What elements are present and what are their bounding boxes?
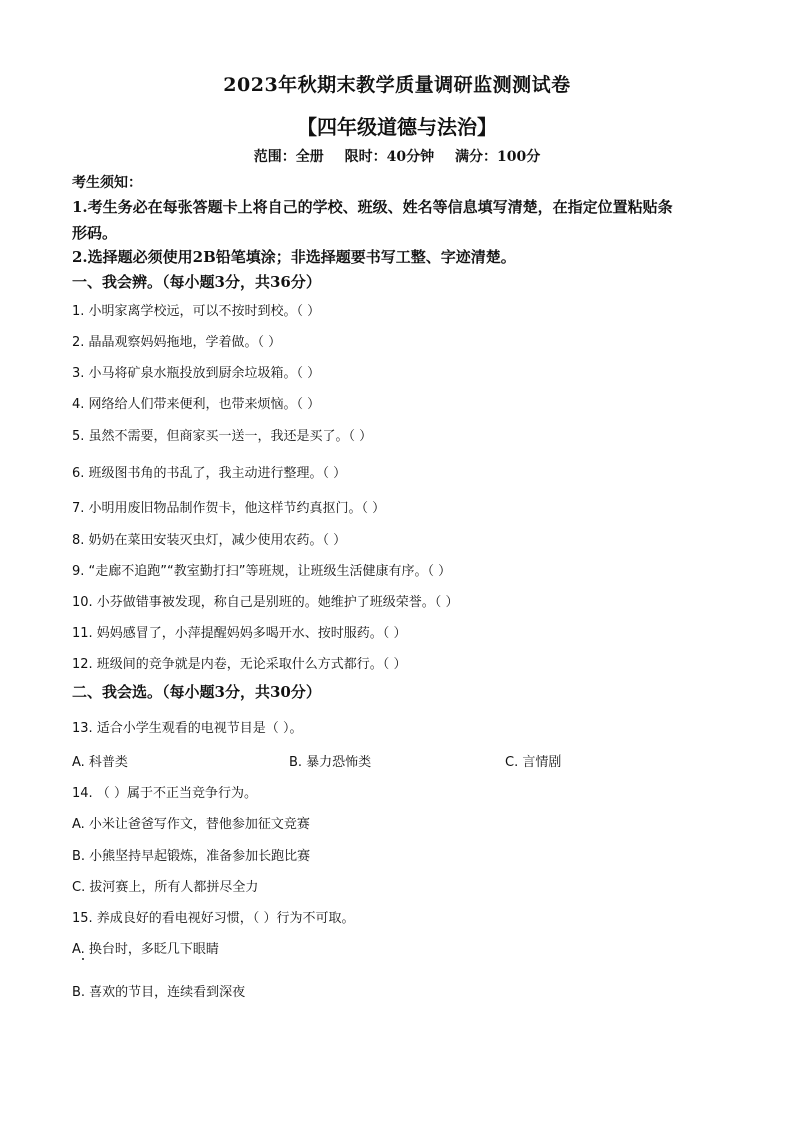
exam-title: 2023年秋期末教学质量调研监测测试卷 — [223, 74, 571, 96]
question-13-option-a: A. 科普类 — [72, 755, 128, 770]
question-13-option-c: C. 言情剧 — [505, 755, 562, 770]
question-14-option-a: A. 小米让爸爸写作文，替他参加征文竞赛 — [72, 817, 310, 832]
notice-heading: 考生须知： — [72, 175, 142, 191]
question-13-option-b: B. 暴力恐怖类 — [289, 755, 372, 770]
scope-range: 范围：全册 — [253, 149, 324, 165]
scope-full-score: 满分：100分 — [455, 149, 541, 165]
question-10: 10. 小芬做错事被发现，称自己是别班的。她维护了班级荣誉。（ ） — [72, 595, 459, 610]
question-4: 4. 网络给人们带来便利，也带来烦恼。（ ） — [72, 397, 321, 412]
question-13-stem: 13. 适合小学生观看的电视节目是（ ）。 — [72, 721, 303, 736]
question-15-option-a: A. 换台时，多眨几下眼睛 — [72, 942, 219, 957]
section-1-heading: 一、我会辨。（每小题3分，共36分） — [72, 273, 321, 291]
section-2-heading: 二、我会选。（每小题3分，共30分） — [72, 683, 321, 701]
question-15-option-b: B. 喜欢的节目，连续看到深夜 — [72, 985, 246, 1000]
notice-item-1: 1.考生务必在每张答题卡上将自己的学校、班级、姓名等信息填写清楚，在指定位置粘贴条 — [72, 198, 673, 216]
question-14-option-b: B. 小熊坚持早起锻炼，准备参加长跑比赛 — [72, 849, 311, 864]
question-8: 8. 奶奶在菜田安装灭虫灯，减少使用农药。（ ） — [72, 533, 347, 548]
question-15-stem: 15. 养成良好的看电视好习惯，（ ）行为不可取。 — [72, 911, 355, 926]
question-6: 6. 班级图书角的书乱了，我主动进行整理。（ ） — [72, 466, 347, 481]
exam-scope-line — [0, 146, 794, 166]
question-5: 5. 虽然不需要，但商家买一送一，我还是买了。（ ） — [72, 429, 373, 444]
notice-item-1-continued: 形码。 — [72, 224, 118, 242]
question-12: 12. 班级间的竞争就是内卷，无论采取什么方式都行。（ ） — [72, 657, 407, 672]
question-1: 1. 小明家离学校远，可以不按时到校。（ ） — [72, 304, 321, 319]
exam-subtitle: 【四年级道德与法治】 — [297, 115, 497, 139]
question-11: 11. 妈妈感冒了，小萍提醒妈妈多喝开水、按时服药。（ ） — [72, 626, 407, 641]
question-7: 7. 小明用废旧物品制作贺卡，他这样节约真抠门。（ ） — [72, 501, 386, 516]
question-9: 9. “走廊不追跑”“教室勤打扫”等班规，让班级生活健康有序。（ ） — [72, 564, 452, 579]
scope-time-limit: 限时：40分钟 — [344, 149, 435, 165]
question-3: 3. 小马将矿泉水瓶投放到厨余垃圾箱。（ ） — [72, 366, 321, 381]
question-2: 2. 晶晶观察妈妈拖地，学着做。（ ） — [72, 335, 282, 350]
notice-item-2: 2.选择题必须使用2B铅笔填涂；非选择题要书写工整、字迹清楚。 — [72, 248, 516, 266]
question-14-stem: 14. （ ）属于不正当竞争行为。 — [72, 786, 257, 801]
question-14-option-c: C. 拔河赛上，所有人都拼尽全力 — [72, 880, 259, 895]
stray-dot-mark — [82, 958, 84, 960]
